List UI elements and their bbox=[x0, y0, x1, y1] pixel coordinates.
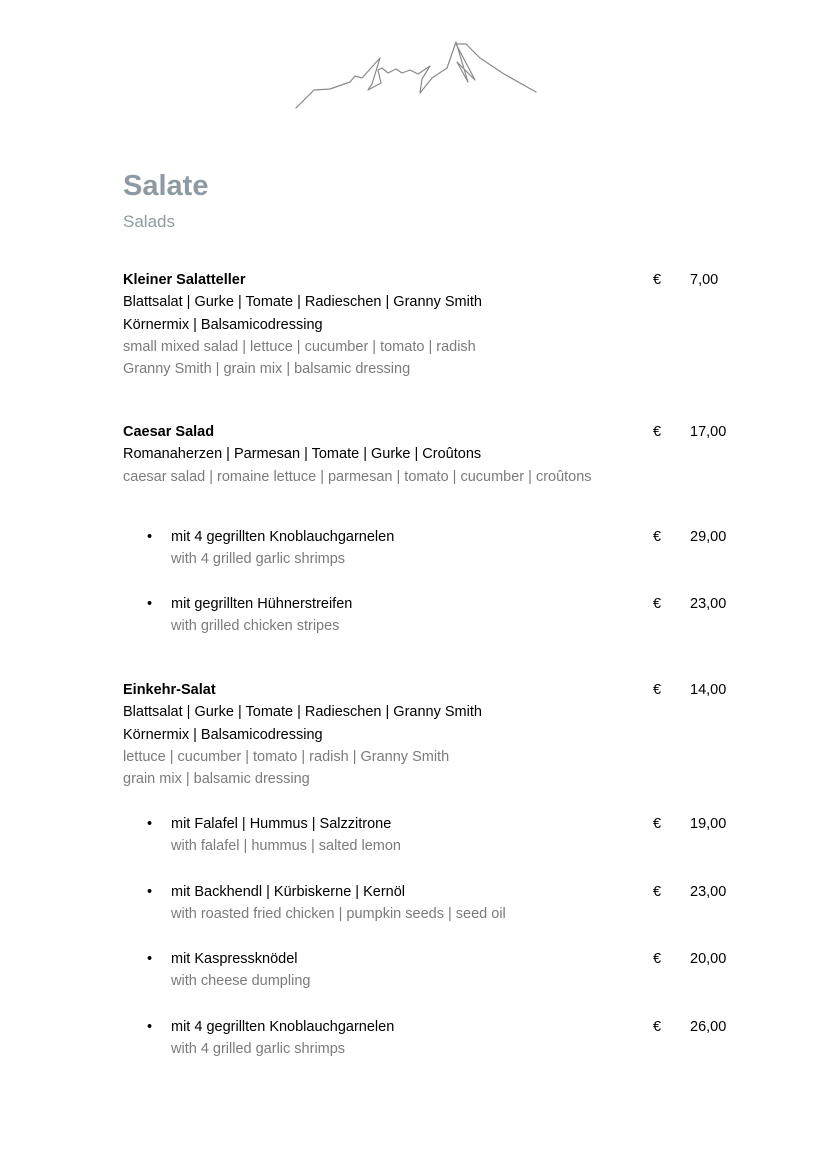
menu-item-caesar-salad bbox=[123, 421, 743, 488]
addon-description-de: mit Kaspressknödel bbox=[171, 951, 298, 967]
addon-description-en: with roasted fried chicken | pumpkin seeds | seed oil bbox=[171, 906, 506, 923]
currency-symbol: € bbox=[653, 272, 662, 288]
currency-symbol: € bbox=[653, 1019, 662, 1035]
addon-description-de: mit 4 gegrillten Knoblauchgarnelen bbox=[171, 529, 395, 545]
item-description-de: Blattsalat | Gurke | Tomate | Radieschen | Granny Smith bbox=[123, 294, 482, 311]
currency-symbol: € bbox=[653, 884, 662, 900]
item-description-en: Granny Smith | grain mix | balsamic dressing bbox=[123, 361, 411, 378]
item-price: 7,00 bbox=[690, 272, 719, 288]
currency-symbol: € bbox=[653, 529, 662, 545]
addon-description-de: mit 4 gegrillten Knoblauchgarnelen bbox=[171, 1019, 395, 1035]
addon-description-de: mit Falafel | Hummus | Salzzitrone bbox=[171, 816, 392, 832]
bullet: • bbox=[147, 529, 153, 545]
addon-description-en: with grilled chicken stripes bbox=[171, 618, 340, 635]
item-price: 17,00 bbox=[690, 424, 727, 440]
item-description-de: Körnermix | Balsamicodressing bbox=[123, 726, 323, 743]
addon-description-en: with falafel | hummus | salted lemon bbox=[171, 838, 401, 855]
bullet: • bbox=[147, 1019, 153, 1035]
item-price: 14,00 bbox=[690, 682, 727, 698]
item-name: Caesar Salad bbox=[123, 424, 215, 440]
addon-price: 23,00 bbox=[690, 596, 727, 612]
addon-price: 20,00 bbox=[690, 951, 727, 967]
item-description-en: caesar salad | romaine lettuce | parmesan | tomato | cucumber | croûtons bbox=[123, 468, 592, 485]
page-title: Salate bbox=[123, 170, 209, 202]
menu-item-einkehr-salat bbox=[123, 679, 743, 790]
addon-description-en: with 4 grilled garlic shrimps bbox=[171, 1041, 346, 1058]
item-description-en: small mixed salad | lettuce | cucumber | tomato | radish bbox=[123, 338, 476, 355]
addon-description-de: mit gegrillten Hühnerstreifen bbox=[171, 596, 353, 612]
mountain-logo-icon bbox=[292, 40, 540, 112]
page-subtitle: Salads bbox=[123, 212, 175, 231]
item-name: Kleiner Salatteller bbox=[123, 272, 246, 288]
bullet: • bbox=[147, 596, 153, 612]
menu-item-kleiner-salatteller bbox=[123, 269, 743, 380]
currency-symbol: € bbox=[653, 424, 662, 440]
bullet: • bbox=[147, 951, 153, 967]
addon-price: 26,00 bbox=[690, 1019, 727, 1035]
addon-price: 29,00 bbox=[690, 529, 727, 545]
addon-description-en: with 4 grilled garlic shrimps bbox=[171, 551, 346, 568]
item-description-de: Romanaherzen | Parmesan | Tomate | Gurke | Croûtons bbox=[123, 446, 482, 463]
addon-price: 19,00 bbox=[690, 816, 727, 832]
currency-symbol: € bbox=[653, 596, 662, 612]
currency-symbol: € bbox=[653, 682, 662, 698]
item-description-de: Blattsalat | Gurke | Tomate | Radieschen | Granny Smith bbox=[123, 704, 482, 721]
bullet: • bbox=[147, 816, 153, 832]
item-description-en: lettuce | cucumber | tomato | radish | Granny Smith bbox=[123, 748, 450, 765]
item-description-en: grain mix | balsamic dressing bbox=[123, 771, 310, 788]
addon-description-de: mit Backhendl | Kürbiskerne | Kernöl bbox=[171, 884, 406, 900]
addon-description-en: with cheese dumpling bbox=[171, 973, 311, 990]
item-name: Einkehr-Salat bbox=[123, 682, 216, 698]
addon-price: 23,00 bbox=[690, 884, 727, 900]
currency-symbol: € bbox=[653, 816, 662, 832]
item-description-de: Körnermix | Balsamicodressing bbox=[123, 316, 323, 333]
bullet: • bbox=[147, 884, 153, 900]
currency-symbol: € bbox=[653, 951, 662, 967]
